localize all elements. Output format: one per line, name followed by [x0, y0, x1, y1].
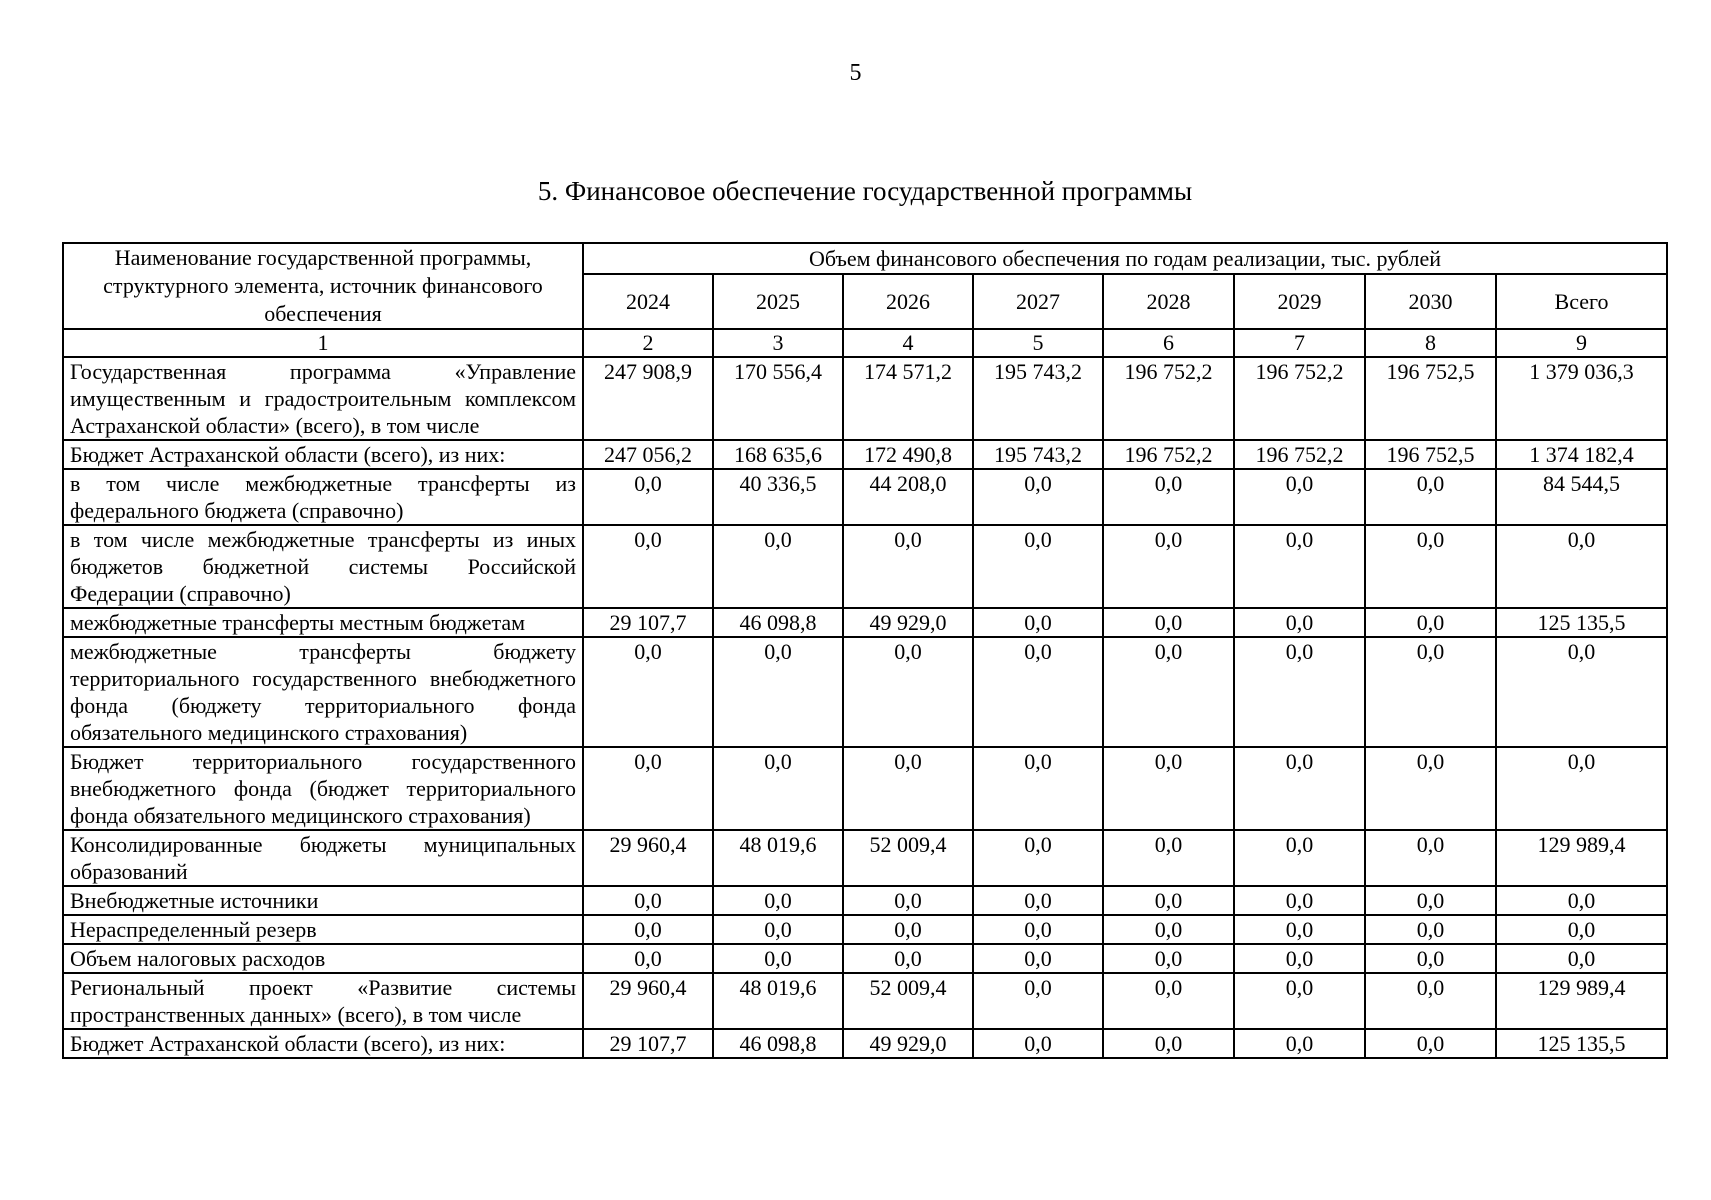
column-number: 3 — [713, 329, 843, 357]
value-cell: 0,0 — [973, 973, 1103, 1029]
value-cell: 0,0 — [1365, 830, 1496, 886]
table-row — [63, 608, 1667, 637]
value-cell: 0,0 — [713, 637, 843, 747]
value-cell: 0,0 — [843, 886, 973, 915]
value-cell: 0,0 — [1365, 608, 1496, 637]
column-header-group: Объем финансового обеспечения по годам реализации, тыс. рублей — [583, 243, 1667, 274]
value-cell: 0,0 — [973, 637, 1103, 747]
column-header-year: 2028 — [1103, 274, 1234, 329]
value-cell: 174 571,2 — [843, 357, 973, 440]
table-row — [63, 973, 1667, 1029]
value-cell: 0,0 — [713, 747, 843, 830]
value-cell: 46 098,8 — [713, 1029, 843, 1058]
column-number: 6 — [1103, 329, 1234, 357]
value-cell: 0,0 — [1365, 469, 1496, 525]
value-cell: 0,0 — [1365, 525, 1496, 608]
total-value-cell: 129 989,4 — [1496, 973, 1667, 1029]
table-row — [63, 637, 1667, 747]
value-cell: 196 752,2 — [1103, 357, 1234, 440]
table-row — [63, 915, 1667, 944]
row-label: в том числе межбюджетные трансферты из иных бюджетов бюджетной системы Российской Федерации (справочно) — [63, 525, 583, 608]
value-cell: 0,0 — [1234, 747, 1365, 830]
table-body — [63, 357, 1667, 1058]
row-label: Бюджет Астраханской области (всего), из них: — [63, 440, 583, 469]
value-cell: 0,0 — [1103, 469, 1234, 525]
column-header-year: 2029 — [1234, 274, 1365, 329]
value-cell: 0,0 — [583, 915, 713, 944]
value-cell: 0,0 — [583, 886, 713, 915]
value-cell: 172 490,8 — [843, 440, 973, 469]
value-cell: 48 019,6 — [713, 830, 843, 886]
row-label: Бюджет Астраханской области (всего), из них: — [63, 1029, 583, 1058]
column-header-year: 2025 — [713, 274, 843, 329]
value-cell: 0,0 — [843, 915, 973, 944]
total-value-cell: 0,0 — [1496, 637, 1667, 747]
value-cell: 196 752,2 — [1234, 440, 1365, 469]
value-cell: 0,0 — [1103, 886, 1234, 915]
value-cell: 195 743,2 — [973, 357, 1103, 440]
column-number: 4 — [843, 329, 973, 357]
value-cell: 196 752,5 — [1365, 440, 1496, 469]
value-cell: 0,0 — [1103, 747, 1234, 830]
value-cell: 0,0 — [973, 608, 1103, 637]
table-row — [63, 886, 1667, 915]
value-cell: 0,0 — [1103, 525, 1234, 608]
value-cell: 29 960,4 — [583, 830, 713, 886]
value-cell: 0,0 — [1234, 637, 1365, 747]
column-header-year: 2030 — [1365, 274, 1496, 329]
financing-table — [62, 242, 1668, 1059]
total-value-cell: 0,0 — [1496, 525, 1667, 608]
value-cell: 0,0 — [973, 886, 1103, 915]
value-cell: 0,0 — [973, 1029, 1103, 1058]
value-cell: 0,0 — [1103, 830, 1234, 886]
value-cell: 0,0 — [583, 637, 713, 747]
value-cell: 0,0 — [1234, 886, 1365, 915]
value-cell: 29 107,7 — [583, 608, 713, 637]
value-cell: 0,0 — [1365, 915, 1496, 944]
value-cell: 0,0 — [583, 944, 713, 973]
total-value-cell: 0,0 — [1496, 747, 1667, 830]
row-label: Объем налоговых расходов — [63, 944, 583, 973]
value-cell: 0,0 — [583, 747, 713, 830]
value-cell: 0,0 — [583, 469, 713, 525]
total-value-cell: 125 135,5 — [1496, 608, 1667, 637]
page-number: 5 — [849, 60, 862, 86]
value-cell: 0,0 — [1365, 747, 1496, 830]
value-cell: 0,0 — [713, 525, 843, 608]
column-number-row — [63, 329, 1667, 357]
row-label: Государственная программа «Управление имущественным и градостроительным комплексом Астраханской области» (всего), в том числе — [63, 357, 583, 440]
value-cell: 0,0 — [1103, 915, 1234, 944]
column-number: 2 — [583, 329, 713, 357]
value-cell: 49 929,0 — [843, 608, 973, 637]
value-cell: 0,0 — [1234, 830, 1365, 886]
column-header-total: Всего — [1496, 274, 1667, 329]
column-header-year: 2027 — [973, 274, 1103, 329]
value-cell: 0,0 — [1234, 915, 1365, 944]
total-value-cell: 84 544,5 — [1496, 469, 1667, 525]
value-cell: 247 056,2 — [583, 440, 713, 469]
value-cell: 195 743,2 — [973, 440, 1103, 469]
total-value-cell: 0,0 — [1496, 944, 1667, 973]
row-label: межбюджетные трансферты местным бюджетам — [63, 608, 583, 637]
value-cell: 0,0 — [1103, 608, 1234, 637]
value-cell: 0,0 — [713, 915, 843, 944]
value-cell: 0,0 — [1234, 608, 1365, 637]
value-cell: 168 635,6 — [713, 440, 843, 469]
value-cell: 0,0 — [843, 525, 973, 608]
value-cell: 0,0 — [1365, 973, 1496, 1029]
table-row — [63, 440, 1667, 469]
value-cell: 29 107,7 — [583, 1029, 713, 1058]
table-row — [63, 944, 1667, 973]
row-label: Бюджет территориального государственного внебюджетного фонда (бюджет территориального фонда обязательного медицинского страхования) — [63, 747, 583, 830]
value-cell: 0,0 — [1365, 886, 1496, 915]
column-header-name: Наименование государственной программы, структурного элемента, источник финансового обеспечения — [63, 243, 583, 329]
table-row — [63, 1029, 1667, 1058]
value-cell: 46 098,8 — [713, 608, 843, 637]
row-label: Внебюджетные источники — [63, 886, 583, 915]
value-cell: 0,0 — [973, 830, 1103, 886]
value-cell: 0,0 — [843, 944, 973, 973]
total-value-cell: 1 374 182,4 — [1496, 440, 1667, 469]
total-value-cell: 0,0 — [1496, 886, 1667, 915]
value-cell: 247 908,9 — [583, 357, 713, 440]
value-cell: 0,0 — [713, 944, 843, 973]
value-cell: 0,0 — [843, 637, 973, 747]
row-label: Нераспределенный резерв — [63, 915, 583, 944]
value-cell: 0,0 — [973, 525, 1103, 608]
value-cell: 40 336,5 — [713, 469, 843, 525]
table-row — [63, 357, 1667, 440]
value-cell: 0,0 — [1365, 637, 1496, 747]
table-row — [63, 830, 1667, 886]
value-cell: 196 752,2 — [1234, 357, 1365, 440]
value-cell: 0,0 — [1365, 1029, 1496, 1058]
value-cell: 0,0 — [1234, 1029, 1365, 1058]
value-cell: 0,0 — [973, 915, 1103, 944]
value-cell: 0,0 — [973, 469, 1103, 525]
value-cell: 0,0 — [1234, 469, 1365, 525]
value-cell: 0,0 — [843, 747, 973, 830]
row-label: Консолидированные бюджеты муниципальных образований — [63, 830, 583, 886]
column-number: 8 — [1365, 329, 1496, 357]
table-row — [63, 525, 1667, 608]
value-cell: 0,0 — [1234, 973, 1365, 1029]
value-cell: 0,0 — [1234, 944, 1365, 973]
value-cell: 196 752,5 — [1365, 357, 1496, 440]
total-value-cell: 0,0 — [1496, 915, 1667, 944]
column-number: 7 — [1234, 329, 1365, 357]
total-value-cell: 1 379 036,3 — [1496, 357, 1667, 440]
row-label: Региональный проект «Развитие системы пространственных данных» (всего), в том числе — [63, 973, 583, 1029]
column-header-year: 2024 — [583, 274, 713, 329]
row-label: в том числе межбюджетные трансферты из федерального бюджета (справочно) — [63, 469, 583, 525]
column-number: 9 — [1496, 329, 1667, 357]
document-title: 5. Финансовое обеспечение государственной программы — [537, 176, 1193, 206]
value-cell: 0,0 — [1365, 944, 1496, 973]
value-cell: 196 752,2 — [1103, 440, 1234, 469]
value-cell: 0,0 — [973, 944, 1103, 973]
value-cell: 0,0 — [583, 525, 713, 608]
value-cell: 0,0 — [1103, 1029, 1234, 1058]
value-cell: 0,0 — [1103, 973, 1234, 1029]
column-header-year: 2026 — [843, 274, 973, 329]
value-cell: 0,0 — [713, 886, 843, 915]
column-number: 1 — [63, 329, 583, 357]
table-row — [63, 747, 1667, 830]
header-row-group — [63, 243, 1667, 274]
row-label: межбюджетные трансферты бюджету территориального государственного внебюджетного фонда (бюджету территориального фонда обязательного медицинского страхования) — [63, 637, 583, 747]
value-cell: 0,0 — [1103, 637, 1234, 747]
total-value-cell: 125 135,5 — [1496, 1029, 1667, 1058]
value-cell: 0,0 — [1103, 944, 1234, 973]
value-cell: 0,0 — [1234, 525, 1365, 608]
value-cell: 52 009,4 — [843, 830, 973, 886]
column-number: 5 — [973, 329, 1103, 357]
total-value-cell: 129 989,4 — [1496, 830, 1667, 886]
value-cell: 44 208,0 — [843, 469, 973, 525]
value-cell: 52 009,4 — [843, 973, 973, 1029]
value-cell: 48 019,6 — [713, 973, 843, 1029]
value-cell: 29 960,4 — [583, 973, 713, 1029]
value-cell: 170 556,4 — [713, 357, 843, 440]
value-cell: 0,0 — [973, 747, 1103, 830]
table-row — [63, 469, 1667, 525]
value-cell: 49 929,0 — [843, 1029, 973, 1058]
